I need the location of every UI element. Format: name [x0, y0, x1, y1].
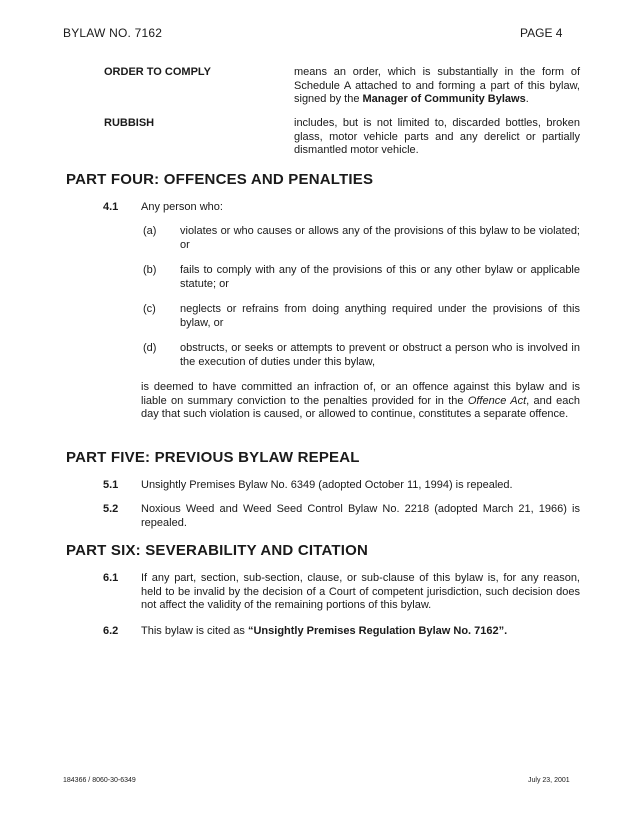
file-reference-footer: 184366 / 8060-30-6349 — [63, 777, 136, 784]
definition-term-rubbish: RUBBISH — [104, 117, 155, 129]
definition-text-part: . — [525, 93, 529, 105]
section-number-6-1: 6.1 — [103, 572, 119, 584]
section-4-1-intro: Any person who: — [141, 201, 223, 213]
section-number-4-1: 4.1 — [103, 201, 119, 213]
section-5-2-text: Noxious Weed and Weed Seed Control Bylaw No. 2218 (adopted March 21, 1966) is repealed. — [141, 503, 580, 529]
clause-label-d: (d) — [143, 342, 157, 354]
section-number-5-1: 5.1 — [103, 479, 119, 491]
clause-text-c: neglects or refrains from doing anything required under the provisions of this bylaw, or — [180, 303, 580, 329]
section-number-6-2: 6.2 — [103, 625, 119, 637]
definition-text-order-to-comply — [294, 66, 580, 107]
clause-text-d: obstructs, or seeks or attempts to prevent or obstruct a person who is involved in the execution of duties under this bylaw, — [180, 342, 580, 368]
definition-text-part: means an order, which is substantially in the form of Schedule A attached to and forming a part of this bylaw, signed by the — [294, 66, 580, 105]
section-number-5-2: 5.2 — [103, 503, 119, 515]
part-six-heading: PART SIX: SEVERABILITY AND CITATION — [66, 542, 369, 559]
part-four-heading: PART FOUR: OFFENCES AND PENALTIES — [66, 171, 374, 188]
definition-term-order-to-comply: ORDER TO COMPLY — [104, 66, 211, 78]
part-five-heading: PART FIVE: PREVIOUS BYLAW REPEAL — [66, 449, 360, 466]
offence-act-title: Offence Act — [467, 394, 527, 407]
bylaw-number-header: BYLAW NO. 7162 — [63, 26, 163, 40]
conclusion-text-part: , and each day that such violation is caused, or allowed to continue, constitutes a separate offence. — [141, 394, 580, 420]
section-4-1-conclusion — [141, 381, 580, 422]
clause-text-a: violates or who causes or allows any of the provisions of this bylaw to be violated; or — [180, 225, 580, 251]
clause-label-c: (c) — [143, 303, 156, 315]
section-6-2-text — [141, 625, 580, 639]
section-5-1-text: Unsightly Premises Bylaw No. 6349 (adopted October 11, 1994) is repealed. — [141, 479, 513, 491]
date-footer: July 23, 2001 — [528, 777, 570, 784]
page-number-header: PAGE 4 — [520, 26, 563, 40]
citation-text-part: This bylaw is cited as — [141, 625, 248, 637]
clause-label-a: (a) — [143, 225, 157, 237]
bylaw-citation-title: “Unsightly Premises Regulation Bylaw No. 7162”. — [247, 625, 508, 637]
conclusion-text-part: is deemed to have committed an infraction of, or an offence against this bylaw and is liable on summary conviction to the penalties provided for in the — [141, 381, 580, 407]
definition-text-rubbish: includes, but is not limited to, discarded bottles, broken glass, motor vehicle parts and any derelict or partially dismantled motor vehicle. — [294, 117, 580, 156]
section-6-1-text: If any part, section, sub-section, clause, or sub-clause of this bylaw is, for any reason, held to be invalid by the decision of a Court of competent jurisdiction, such decision does not affect the validity of the remaining portions of this bylaw. — [141, 572, 580, 611]
clause-label-b: (b) — [143, 264, 157, 276]
manager-title: Manager of Community Bylaws — [362, 93, 526, 105]
clause-text-b: fails to comply with any of the provisions of this or any other bylaw or applicable statute; or — [180, 264, 580, 290]
